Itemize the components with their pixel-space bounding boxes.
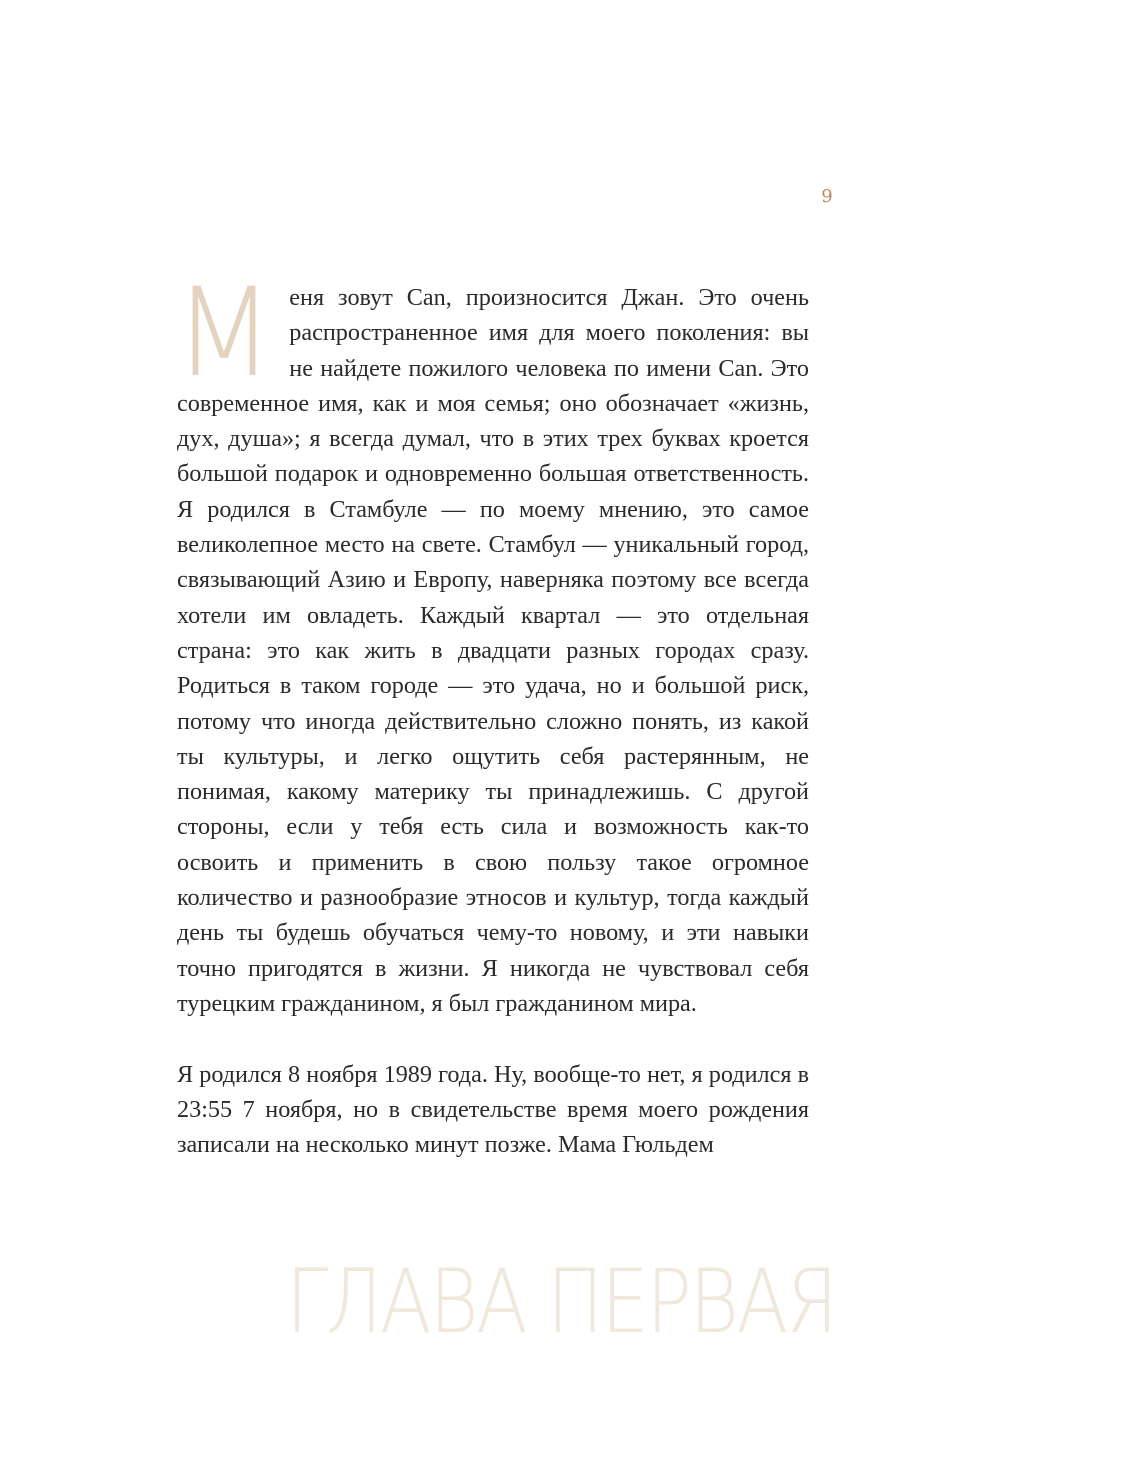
paragraph-1 [174, 262, 809, 1021]
chapter-title-watermark: ГЛАВА ПЕРВАЯ [286, 1250, 836, 1353]
page-number: 9 [821, 186, 833, 207]
drop-cap: М [174, 262, 275, 404]
paragraph-1-text: еня зовут Can, произносится Джан. Это очень распространенное имя для моего поколения: вы не найдете пожилого человека по имени Can. Это современное имя, как и моя семья; оно обозначает «жизнь, дух, душа»; я всегда думал, что в этих трех буквах кроется большой подарок и одновременно большая ответственность. Я родился в Стамбуле — по моему мнению, это самое великолепное место на свете. Стамбул — уникальный город, связывающий Азию и Европу, наверняка поэтому все всегда хотели им овладеть. Каждый квартал — это отдельная страна: это как жить в двадцати разных городах сразу. Родиться в таком городе — это удача, но и большой риск, потому что иногда действительно сложно понять, из какой ты культуры, и легко ощутить себя растерянным, не понимая, какому материку ты принадлежишь. С другой стороны, если у тебя есть сила и возможность как-то освоить и применить в свою пользу такое огромное количество и разнообразие этносов и культур, тогда каждый день ты будешь обучаться чему-то новому, и эти навыки точно пригодятся в жизни. Я никогда не чувствовал себя турецким гражданином, я был гражданином мира. [177, 284, 809, 1017]
body-text [174, 262, 809, 1162]
paragraph-2: Я родился 8 ноября 1989 года. Ну, вообще-то нет, я родился в 23:55 7 ноября, но в свидетельстве время моего рождения записали на несколько минут позже. Мама Гюльдем [177, 1060, 809, 1159]
